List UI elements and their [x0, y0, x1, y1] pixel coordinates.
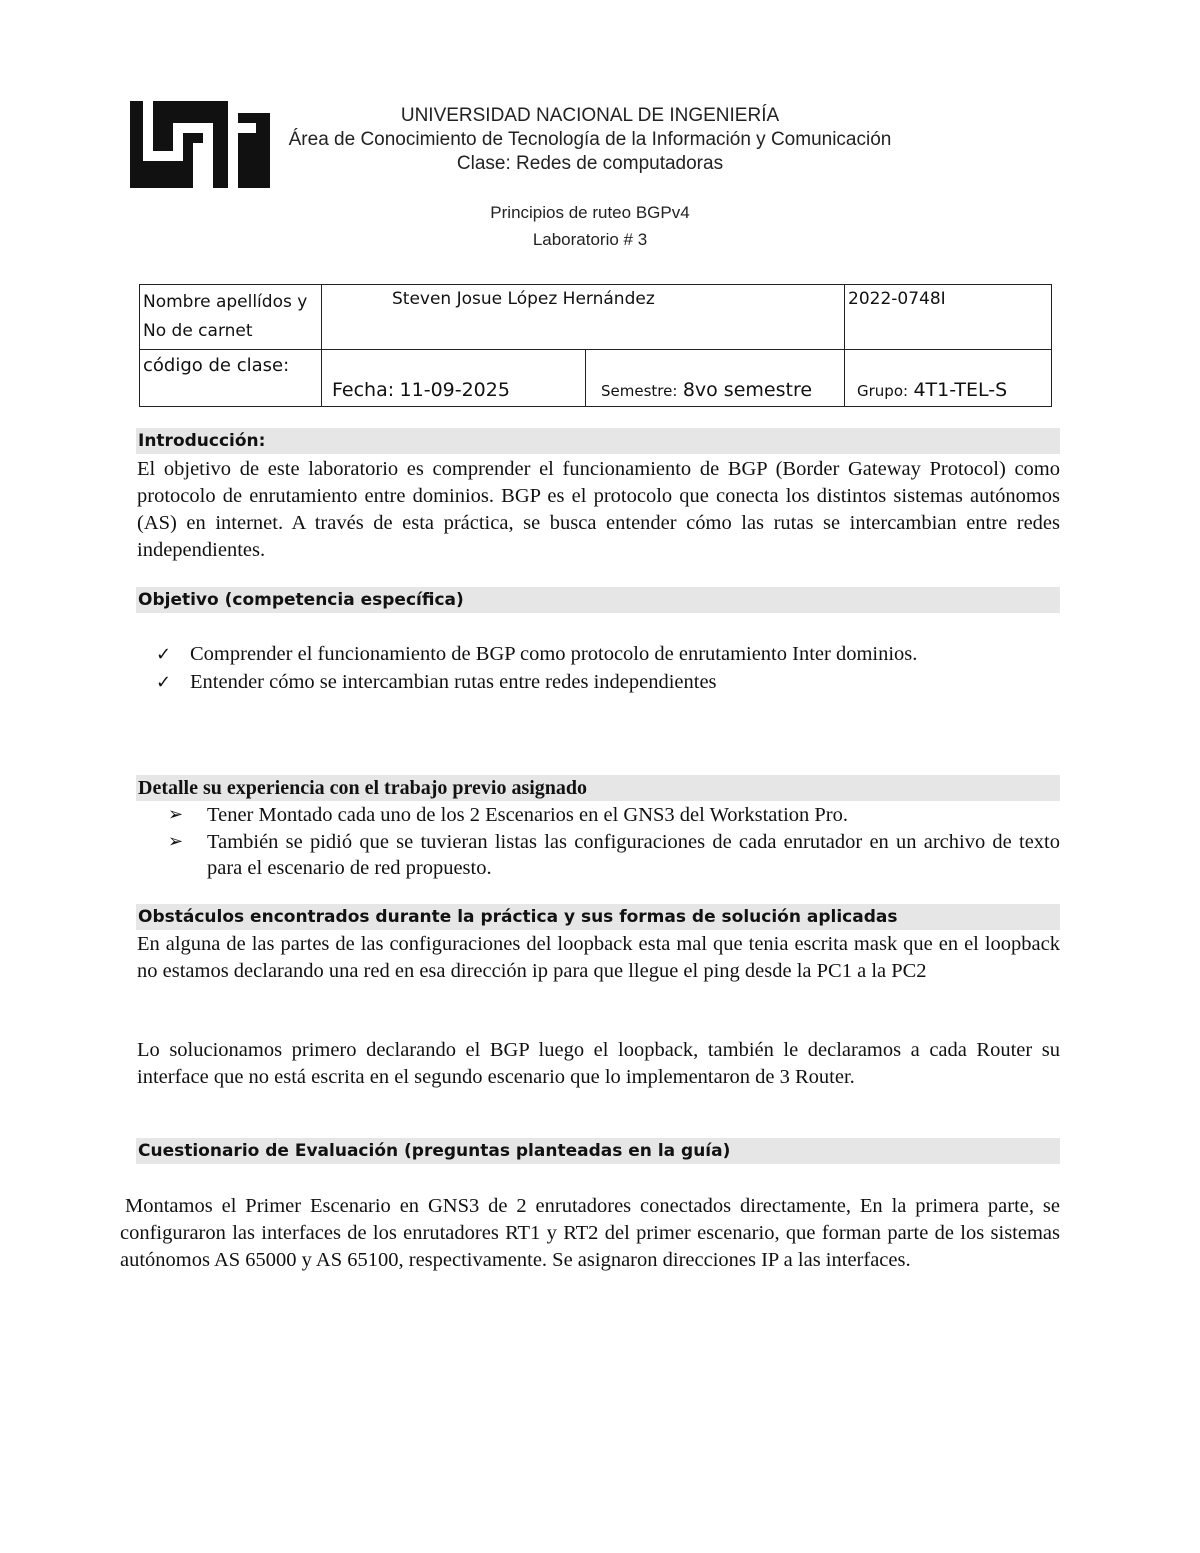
semester-label: Semestre: — [601, 382, 678, 400]
objective-heading: Objetivo (competencia específica) — [136, 587, 1060, 613]
semester-value: 8vo semestre — [682, 379, 813, 401]
subject-title: Principios de ruteo BGPv4 — [490, 203, 690, 222]
objective-text: Entender cómo se intercambian rutas entre redes independientes — [190, 671, 717, 693]
student-carnet: 2022-0748I — [845, 285, 1052, 350]
prior-work-item — [168, 829, 1060, 881]
date-label: Fecha: — [332, 379, 395, 401]
knowledge-area: Área de Conocimiento de Tecnología de la Información y Comunicación — [288, 129, 892, 150]
prior-work-heading: Detalle su experiencia con el trabajo previo asignado — [136, 775, 1060, 801]
semester-cell — [586, 350, 845, 407]
intro-text: El objetivo de este laboratorio es comprender el funcionamiento de BGP (Border Gateway Protocol) como protocolo de enrutamiento entre dominios. BGP es el protocolo que conecta los distintos sistemas autónomos (AS) en internet. A través de esta práctica, se busca entender cómo las rutas se intercambian entre redes independientes. — [137, 458, 1060, 561]
questionnaire-text: Montamos el Primer Escenario en GNS3 de 2 enrutadores conectados directamente, En la primera parte, se configuraron las interfaces de los enrutadores RT1 y RT2 del primer escenario, que forman parte de los sistemas autónomos AS 65000 y AS 65100, respectivamente. Se asignaron direcciones IP a las interfaces. — [120, 1195, 1060, 1271]
prior-work-item — [168, 802, 1060, 828]
group-cell — [845, 350, 1052, 407]
student-info-table — [139, 284, 1052, 407]
class-code-label: código de clase: — [140, 350, 322, 407]
class-name: Clase: Redes de computadoras — [456, 153, 724, 174]
prior-work-text: También se pidió que se tuvieran listas las configuraciones de cada enrutador en un archivo de texto para el escenario de red propuesto. — [207, 831, 1060, 879]
obstacles-paragraph-2: Lo solucionamos primero declarando el BGP luego el loopback, también le declaramos a cada Router su interface que no está escrita en el segundo escenario que lo implementaron de 3 Router. — [137, 1039, 1060, 1088]
intro-heading: Introducción: — [136, 428, 1060, 454]
prior-work-text: Tener Montado cada uno de los 2 Escenarios en el GNS3 del Workstation Pro. — [207, 804, 849, 826]
obstacles-paragraph-1: En alguna de las partes de las configuraciones del loopback esta mal que tenia escrita mask que en el loopback no estamos declarando una red en esa dirección ip para que llegue el ping desde la PC1 a la PC2 — [137, 933, 1060, 982]
checkmark-icon: ✓ — [156, 644, 172, 665]
group-label: Grupo: — [857, 382, 909, 400]
date-value: 11-09-2025 — [399, 379, 510, 401]
university-name: UNIVERSIDAD NACIONAL DE INGENIERÍA — [400, 105, 780, 126]
student-name: Steven Josue López Hernández — [322, 285, 845, 350]
date-cell — [322, 350, 586, 407]
lab-number: Laboratorio # 3 — [532, 230, 648, 249]
objective-item — [156, 640, 917, 669]
name-label: Nombre apellídos y No de carnet — [140, 285, 322, 350]
objective-item — [156, 668, 717, 697]
obstacles-heading: Obstáculos encontrados durante la práctica y sus formas de solución aplicadas — [136, 904, 1060, 930]
arrow-bullet-icon: ➢ — [168, 804, 184, 825]
questionnaire-heading: Cuestionario de Evaluación (preguntas planteadas en la guía) — [136, 1138, 1060, 1164]
objective-text: Comprender el funcionamiento de BGP como protocolo de enrutamiento Inter dominios. — [190, 643, 918, 665]
checkmark-icon: ✓ — [156, 672, 172, 693]
arrow-bullet-icon: ➢ — [168, 831, 184, 852]
group-value: 4T1-TEL-S — [913, 379, 1008, 401]
